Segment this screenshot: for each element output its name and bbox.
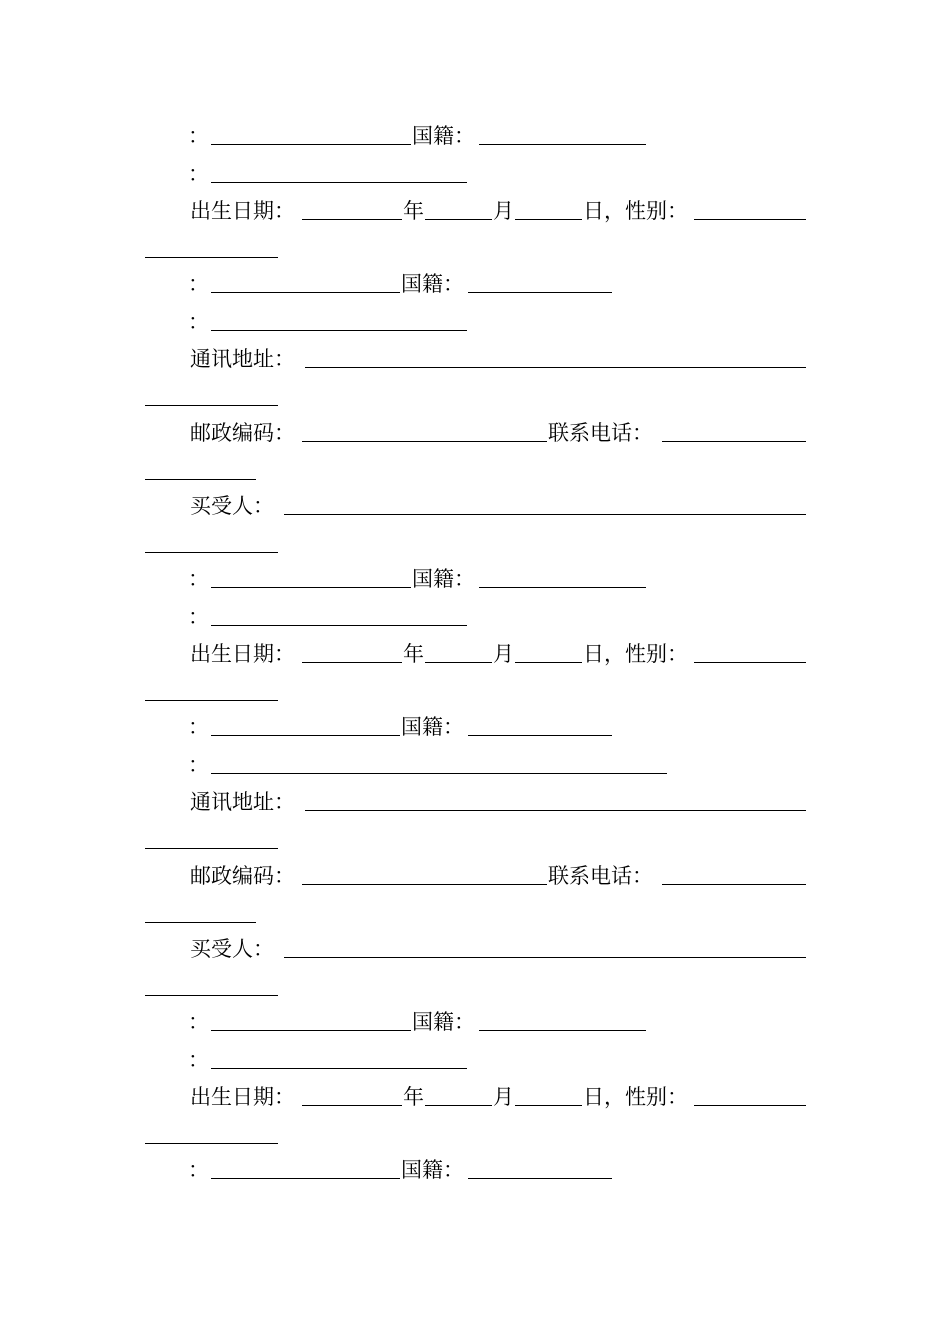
address-blank-cont[interactable] <box>145 848 278 849</box>
id-type-blank[interactable] <box>211 1030 411 1031</box>
id-type-line <box>0 1006 950 1038</box>
address-line <box>0 786 950 818</box>
day-gender-label: 日，性别： <box>583 642 688 666</box>
nationality-label: 国籍： <box>401 272 464 296</box>
birth-date-label: 出生日期： <box>190 1085 295 1109</box>
gender-blank-cont[interactable] <box>145 1143 278 1144</box>
birth-date-line <box>0 638 950 670</box>
birth-year-blank[interactable] <box>302 662 402 663</box>
gender-blank[interactable] <box>694 662 806 663</box>
postal-code-label: 邮政编码： <box>190 421 295 445</box>
nationality-label: 国籍： <box>412 567 475 591</box>
colon-label: ： <box>188 1048 209 1072</box>
id-number-line <box>0 306 950 338</box>
phone-blank-cont[interactable] <box>145 479 256 480</box>
gender-blank-continuation <box>0 676 950 708</box>
colon-label: ： <box>188 272 209 296</box>
phone-blank[interactable] <box>662 441 806 442</box>
id-type-blank[interactable] <box>211 1178 400 1179</box>
birth-date-label: 出生日期： <box>190 642 295 666</box>
day-gender-label: 日，性别： <box>583 199 688 223</box>
birth-date-line <box>0 1081 950 1113</box>
id-type-blank[interactable] <box>211 292 400 293</box>
assignee-line <box>0 490 950 522</box>
postal-code-blank[interactable] <box>302 441 547 442</box>
gender-blank-cont[interactable] <box>145 700 278 701</box>
assignee-blank[interactable] <box>284 957 806 958</box>
id-number-line <box>0 749 950 781</box>
birth-day-blank[interactable] <box>515 1105 582 1106</box>
assignee-blank-continuation <box>0 971 950 1003</box>
phone-blank[interactable] <box>662 884 806 885</box>
id-number-line <box>0 601 950 633</box>
gender-blank-continuation <box>0 1119 950 1151</box>
birth-month-blank[interactable] <box>425 662 492 663</box>
year-label: 年 <box>403 642 424 666</box>
nationality-blank[interactable] <box>479 587 646 588</box>
address-line <box>0 343 950 375</box>
phone-label: 联系电话： <box>548 864 653 888</box>
id-number-blank[interactable] <box>211 1068 467 1069</box>
phone-blank-continuation <box>0 455 950 487</box>
gender-blank[interactable] <box>694 219 806 220</box>
id-type-line <box>0 120 950 152</box>
address-blank[interactable] <box>305 367 806 368</box>
id-type-blank[interactable] <box>211 735 400 736</box>
address-label: 通讯地址： <box>190 347 295 371</box>
birth-day-blank[interactable] <box>515 219 582 220</box>
id-type-line <box>0 268 950 300</box>
month-label: 月 <box>493 199 514 223</box>
address-blank[interactable] <box>305 810 806 811</box>
phone-label: 联系电话： <box>548 421 653 445</box>
birth-date-label: 出生日期： <box>190 199 295 223</box>
birth-year-blank[interactable] <box>302 1105 402 1106</box>
birth-day-blank[interactable] <box>515 662 582 663</box>
assignee-blank[interactable] <box>284 514 806 515</box>
nationality-blank[interactable] <box>468 1178 612 1179</box>
colon-label: ： <box>188 1158 209 1182</box>
postal-phone-line <box>0 860 950 892</box>
gender-blank-cont[interactable] <box>145 257 278 258</box>
day-gender-label: 日，性别： <box>583 1085 688 1109</box>
postal-phone-line <box>0 417 950 449</box>
colon-label: ： <box>188 162 209 186</box>
colon-label: ： <box>188 715 209 739</box>
colon-label: ： <box>188 1010 209 1034</box>
birth-year-blank[interactable] <box>302 219 402 220</box>
assignee-label: 买受人： <box>190 494 274 518</box>
address-label: 通讯地址： <box>190 790 295 814</box>
phone-blank-continuation <box>0 898 950 930</box>
id-number-blank[interactable] <box>211 182 467 183</box>
colon-label: ： <box>188 753 209 777</box>
assignee-blank-cont[interactable] <box>145 552 278 553</box>
id-number-blank[interactable] <box>211 773 667 774</box>
address-blank-continuation <box>0 381 950 413</box>
colon-label: ： <box>188 605 209 629</box>
birth-date-line <box>0 195 950 227</box>
nationality-blank[interactable] <box>479 144 646 145</box>
birth-month-blank[interactable] <box>425 219 492 220</box>
nationality-blank[interactable] <box>468 735 612 736</box>
nationality-label: 国籍： <box>401 715 464 739</box>
colon-label: ： <box>188 124 209 148</box>
postal-code-label: 邮政编码： <box>190 864 295 888</box>
nationality-label: 国籍： <box>401 1158 464 1182</box>
gender-blank[interactable] <box>694 1105 806 1106</box>
id-type-blank[interactable] <box>211 587 411 588</box>
address-blank-continuation <box>0 824 950 856</box>
phone-blank-cont[interactable] <box>145 922 256 923</box>
year-label: 年 <box>403 1085 424 1109</box>
colon-label: ： <box>188 567 209 591</box>
year-label: 年 <box>403 199 424 223</box>
gender-blank-continuation <box>0 233 950 265</box>
assignee-blank-continuation <box>0 528 950 560</box>
nationality-blank[interactable] <box>479 1030 646 1031</box>
id-type-line <box>0 711 950 743</box>
colon-label: ： <box>188 310 209 334</box>
nationality-blank[interactable] <box>468 292 612 293</box>
month-label: 月 <box>493 1085 514 1109</box>
address-blank-cont[interactable] <box>145 405 278 406</box>
birth-month-blank[interactable] <box>425 1105 492 1106</box>
id-type-line <box>0 1154 950 1186</box>
nationality-label: 国籍： <box>412 124 475 148</box>
assignee-label: 买受人： <box>190 937 274 961</box>
id-number-blank[interactable] <box>211 625 467 626</box>
id-type-line <box>0 563 950 595</box>
month-label: 月 <box>493 642 514 666</box>
id-number-blank[interactable] <box>211 330 467 331</box>
id-number-line <box>0 1044 950 1076</box>
id-number-line <box>0 158 950 190</box>
postal-code-blank[interactable] <box>302 884 547 885</box>
assignee-line <box>0 933 950 965</box>
id-type-blank[interactable] <box>211 144 411 145</box>
nationality-label: 国籍： <box>412 1010 475 1034</box>
assignee-blank-cont[interactable] <box>145 995 278 996</box>
